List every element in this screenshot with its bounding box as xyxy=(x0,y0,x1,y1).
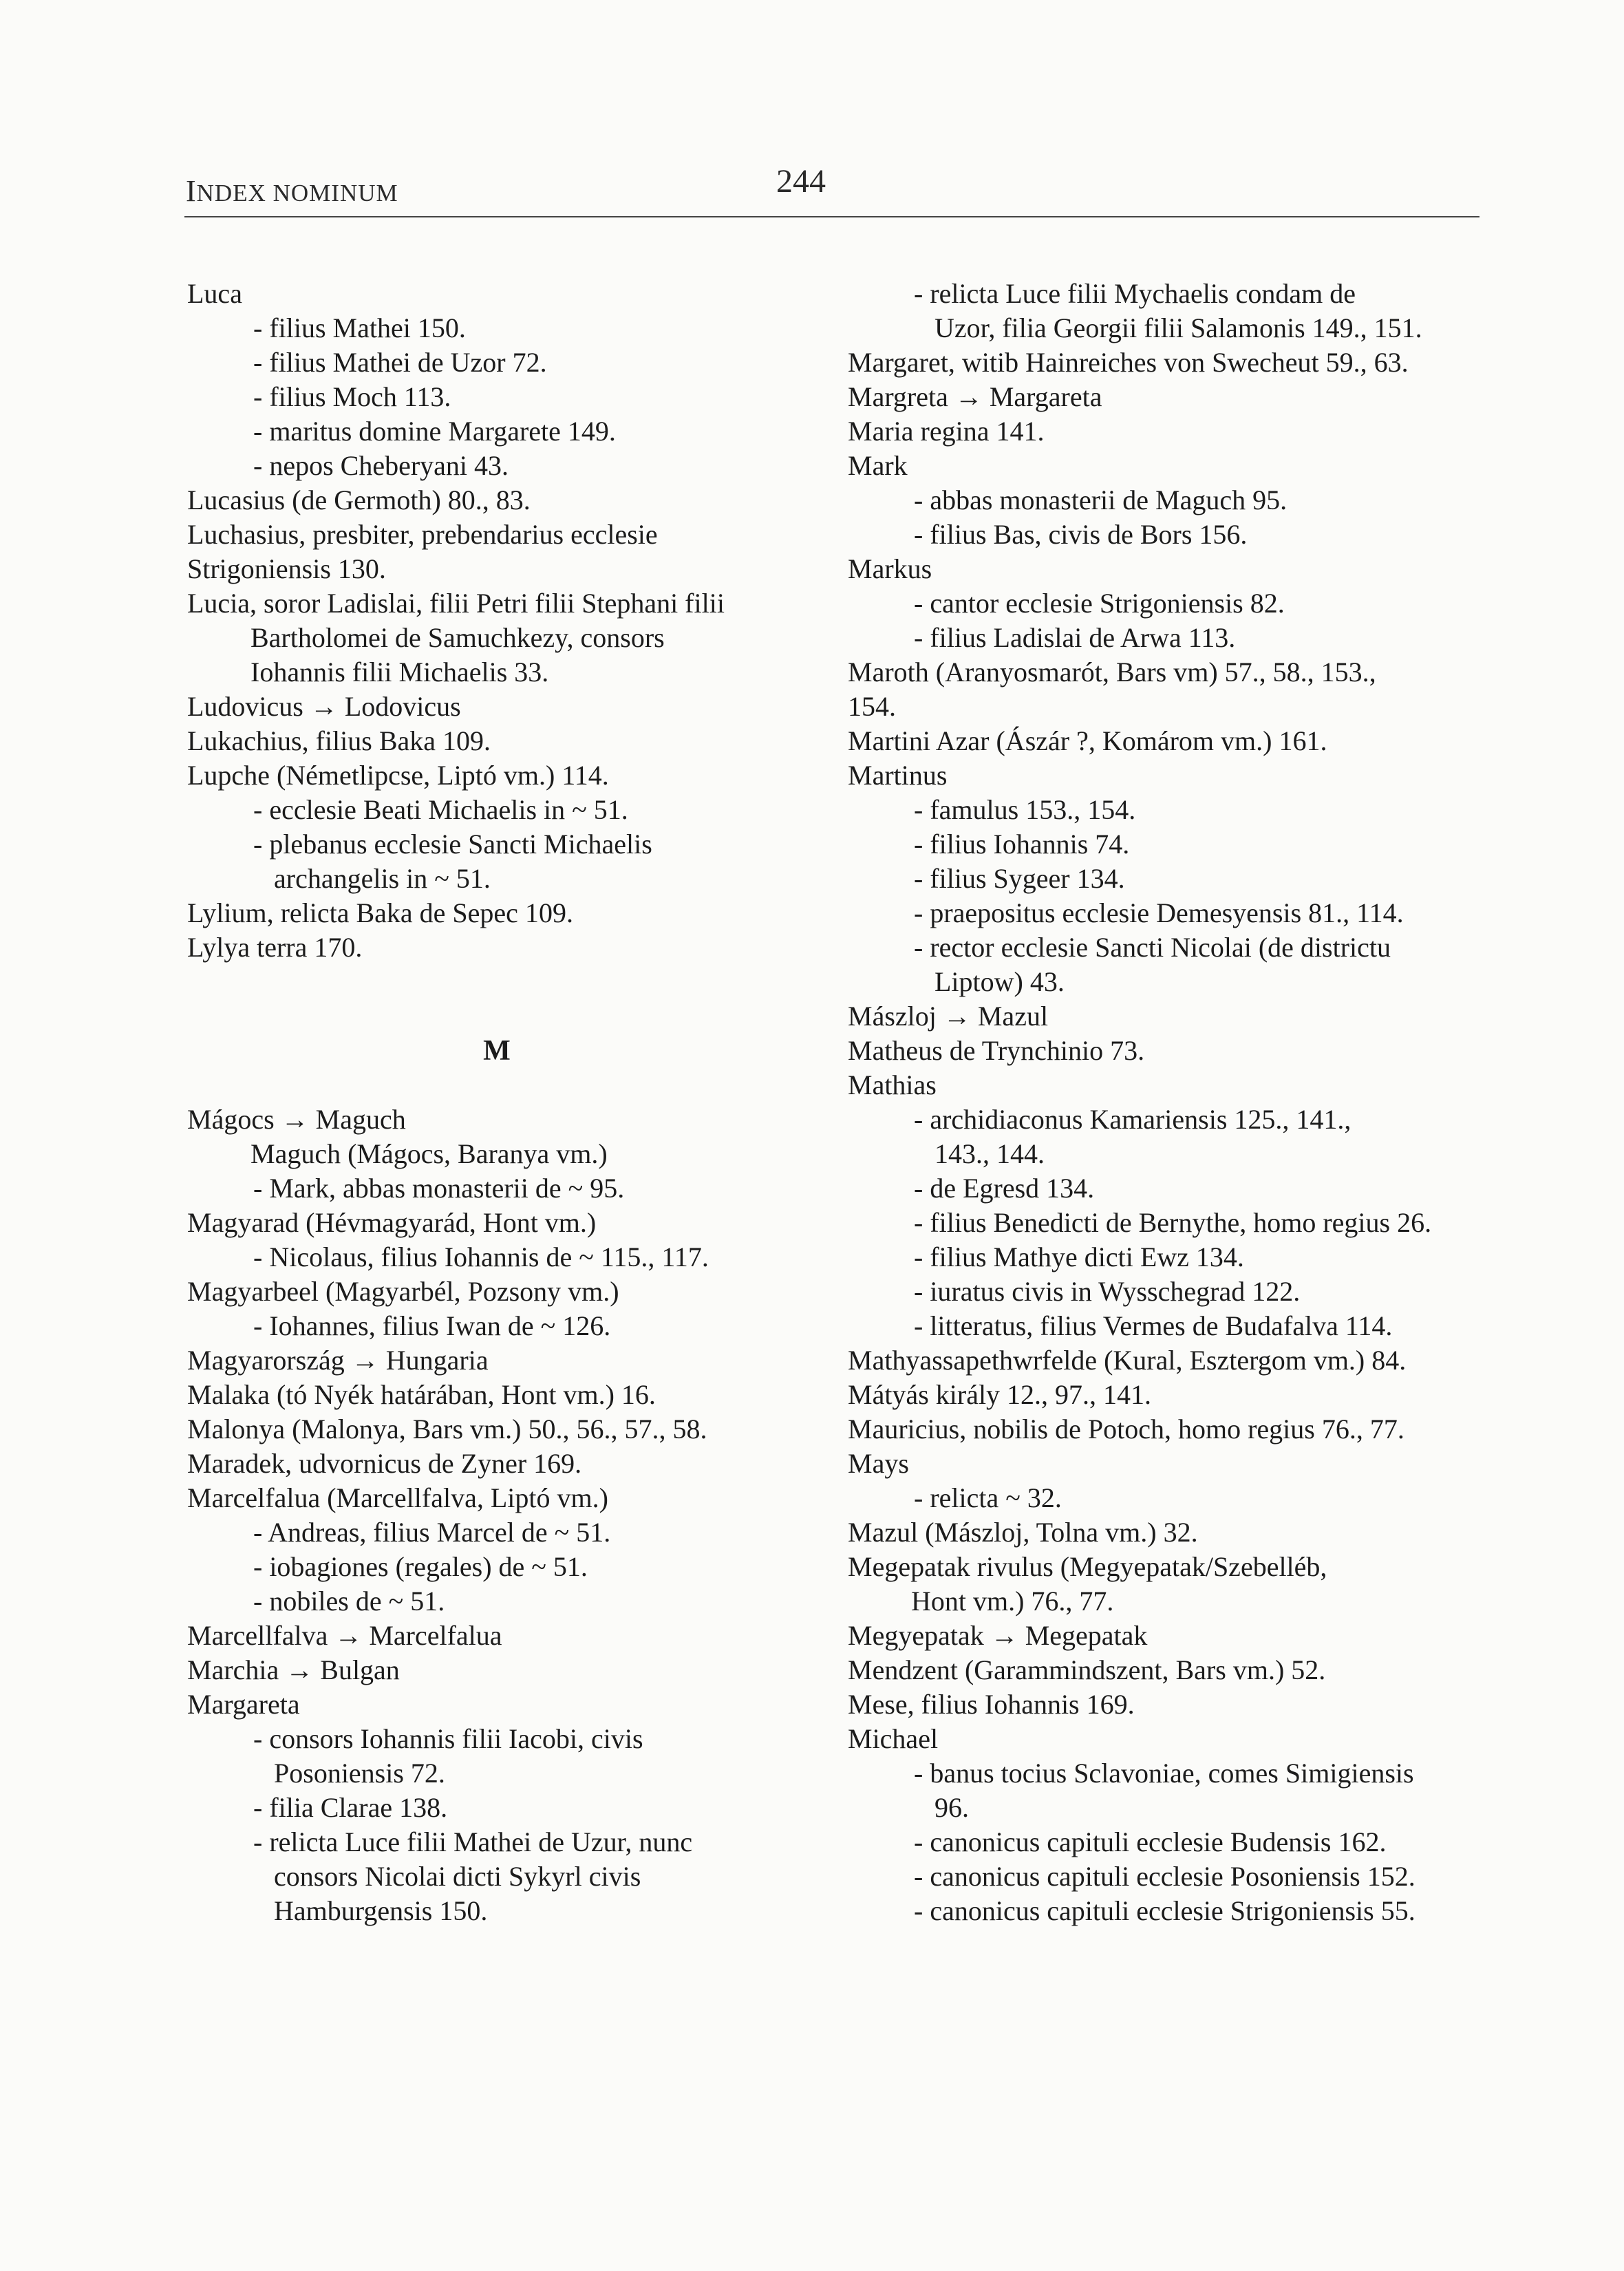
index-entry: Malaka (tó Nyék határában, Hont vm.) 16. xyxy=(187,1379,656,1410)
index-subentry: 143., 144. xyxy=(934,1138,1045,1169)
index-subentry: - Nicolaus, filius Iohannis de ~ 115., 117. xyxy=(253,1241,709,1272)
spacer xyxy=(187,1068,806,1102)
page-number: 244 xyxy=(776,163,826,200)
index-entry: Mászloj → Mazul xyxy=(848,1001,1049,1032)
index-subentry: - Iohannes, filius Iwan de ~ 126. xyxy=(253,1310,611,1341)
index-entry: Mathias xyxy=(848,1069,937,1100)
index-entry: 154. xyxy=(848,691,896,722)
index-subentry: Bartholomei de Samuchkezy, consors xyxy=(250,622,665,653)
index-entry: Lylium, relicta Baka de Sepec 109. xyxy=(187,897,573,928)
index-subentry: - consors Iohannis filii Iacobi, civis xyxy=(253,1723,643,1754)
index-subentry: - filius Mathei 150. xyxy=(253,312,466,343)
index-subentry: Iohannis filii Michaelis 33. xyxy=(250,657,549,687)
index-entry: Lukachius, filius Baka 109. xyxy=(187,725,491,756)
index-entry: Megyepatak → Megepatak xyxy=(848,1620,1148,1651)
index-column-left xyxy=(187,277,806,1928)
index-entry: Margreta → Margareta xyxy=(848,381,1102,412)
index-column-right xyxy=(848,277,1479,1928)
index-entry: Magyarország → Hungaria xyxy=(187,1345,489,1376)
index-entry: Luchasius, presbiter, prebendarius ecclesie xyxy=(187,519,658,550)
index-entry: Mazul (Mászloj, Tolna vm.) 32. xyxy=(848,1517,1198,1548)
index-entry: Margareta xyxy=(187,1689,300,1720)
index-subentry: - cantor ecclesie Strigoniensis 82. xyxy=(914,588,1285,619)
spacer xyxy=(187,999,806,1034)
index-entry: Mágocs → Maguch xyxy=(187,1104,406,1135)
index-subentry: 96. xyxy=(934,1792,969,1823)
index-subentry: Hont vm.) 76., 77. xyxy=(911,1586,1114,1617)
index-entry: Lupche (Németlipcse, Liptó vm.) 114. xyxy=(187,760,609,791)
index-entry: Mark xyxy=(848,450,908,481)
index-entry: Maroth (Aranyosmarót, Bars vm) 57., 58., 153., xyxy=(848,657,1376,687)
index-subentry: - banus tocius Sclavoniae, comes Simigiensis xyxy=(914,1758,1414,1789)
index-subentry: - filius Benedicti de Bernythe, homo regius 26. xyxy=(914,1207,1432,1238)
spacer xyxy=(187,965,806,999)
index-subentry: - abbas monasterii de Maguch 95. xyxy=(914,484,1288,515)
index-entry: Maradek, udvornicus de Zyner 169. xyxy=(187,1448,582,1479)
index-subentry: Posoniensis 72. xyxy=(274,1758,445,1789)
index-entry: Lucasius (de Germoth) 80., 83. xyxy=(187,484,531,515)
index-subentry: - iobagiones (regales) de ~ 51. xyxy=(253,1551,588,1582)
index-subentry: - canonicus capituli ecclesie Budensis 162. xyxy=(914,1826,1387,1857)
index-subentry: - maritus domine Margarete 149. xyxy=(253,416,616,447)
index-subentry: - iuratus civis in Wysschegrad 122. xyxy=(914,1276,1301,1307)
section-letter: M xyxy=(483,1035,511,1067)
index-subentry: - filius Bas, civis de Bors 156. xyxy=(914,519,1248,550)
index-subentry: - filius Mathei de Uzor 72. xyxy=(253,347,547,378)
index-subentry: Maguch (Mágocs, Baranya vm.) xyxy=(250,1138,608,1169)
index-subentry: - filius Iohannis 74. xyxy=(914,829,1130,860)
index-subentry: - filius Ladislai de Arwa 113. xyxy=(914,622,1236,653)
index-subentry: - filius Mathye dicti Ewz 134. xyxy=(914,1241,1244,1272)
index-entry: Matheus de Trynchinio 73. xyxy=(848,1035,1145,1066)
index-entry: Mays xyxy=(848,1448,909,1479)
index-entry: Luca xyxy=(187,278,242,309)
index-subentry: - relicta Luce filii Mychaelis condam de xyxy=(914,278,1356,309)
index-subentry: - famulus 153., 154. xyxy=(914,794,1136,825)
index-subentry: consors Nicolai dicti Sykyrl civis xyxy=(274,1861,641,1892)
index-entry: Mauricius, nobilis de Potoch, homo regius 76., 77. xyxy=(848,1414,1404,1444)
running-head-initial: I xyxy=(186,174,197,208)
index-subentry: - archidiaconus Kamariensis 125., 141., xyxy=(914,1104,1351,1135)
index-subentry: - filia Clarae 138. xyxy=(253,1792,448,1823)
index-entry: Marchia → Bulgan xyxy=(187,1654,400,1685)
index-subentry: - de Egresd 134. xyxy=(914,1173,1095,1204)
index-subentry: Uzor, filia Georgii filii Salamonis 149., 151. xyxy=(934,312,1422,343)
index-subentry: archangelis in ~ 51. xyxy=(274,863,491,894)
index-subentry: - canonicus capituli ecclesie Strigoniensis 55. xyxy=(914,1895,1415,1926)
index-entry: Lylya terra 170. xyxy=(187,932,363,963)
index-subentry: Liptow) 43. xyxy=(934,966,1065,997)
index-subentry: - praepositus ecclesie Demesyensis 81., 114. xyxy=(914,897,1404,928)
index-entry: Martini Azar (Ászár ?, Komárom vm.) 161. xyxy=(848,725,1327,756)
running-head xyxy=(186,173,398,209)
index-entry: Marcelfalua (Marcellfalva, Liptó vm.) xyxy=(187,1482,608,1513)
index-entry: Mendzent (Garammindszent, Bars vm.) 52. xyxy=(848,1654,1326,1685)
index-entry: Margaret, witib Hainreiches von Swecheut 59., 63. xyxy=(848,347,1409,378)
index-subentry: - ecclesie Beati Michaelis in ~ 51. xyxy=(253,794,628,825)
index-subentry: - plebanus ecclesie Sancti Michaelis xyxy=(253,829,652,860)
index-subentry: - canonicus capituli ecclesie Posoniensis 152. xyxy=(914,1861,1415,1892)
index-subentry: - filius Sygeer 134. xyxy=(914,863,1125,894)
index-entry: Malonya (Malonya, Bars vm.) 50., 56., 57., 58. xyxy=(187,1414,707,1444)
index-entry: Megepatak rivulus (Megyepatak/Szebelléb, xyxy=(848,1551,1327,1582)
index-entry: Mátyás király 12., 97., 141. xyxy=(848,1379,1152,1410)
running-head-rest: NDEX NOMINUM xyxy=(196,180,398,206)
index-subentry: - relicta ~ 32. xyxy=(914,1482,1062,1513)
index-entry: Markus xyxy=(848,553,932,584)
index-entry: Lucia, soror Ladislai, filii Petri filii Stephani filii xyxy=(187,588,725,619)
index-subentry: - nepos Cheberyani 43. xyxy=(253,450,509,481)
index-entry: Michael xyxy=(848,1723,939,1754)
index-subentry: - litteratus, filius Vermes de Budafalva 114. xyxy=(914,1310,1393,1341)
index-entry: Mese, filius Iohannis 169. xyxy=(848,1689,1135,1720)
index-subentry: Hamburgensis 150. xyxy=(274,1895,488,1926)
index-entry: Ludovicus → Lodovicus xyxy=(187,691,461,722)
index-entry: Strigoniensis 130. xyxy=(187,553,386,584)
index-subentry: - Andreas, filius Marcel de ~ 51. xyxy=(253,1517,611,1548)
index-entry: Mathyassapethwrfelde (Kural, Esztergom vm.) 84. xyxy=(848,1345,1407,1376)
index-subentry: - nobiles de ~ 51. xyxy=(253,1586,445,1617)
index-entry: Martinus xyxy=(848,760,948,791)
index-entry: Maria regina 141. xyxy=(848,416,1045,447)
index-subentry: - rector ecclesie Sancti Nicolai (de districtu xyxy=(914,932,1391,963)
index-entry: Magyarbeel (Magyarbél, Pozsony vm.) xyxy=(187,1276,619,1307)
index-subentry: - filius Moch 113. xyxy=(253,381,451,412)
header-rule xyxy=(184,216,1479,217)
index-entry: Marcellfalva → Marcelfalua xyxy=(187,1620,502,1651)
index-subentry: - Mark, abbas monasterii de ~ 95. xyxy=(253,1173,625,1204)
index-entry: Magyarad (Hévmagyarád, Hont vm.) xyxy=(187,1207,597,1238)
index-subentry: - relicta Luce filii Mathei de Uzur, nunc xyxy=(253,1826,693,1857)
